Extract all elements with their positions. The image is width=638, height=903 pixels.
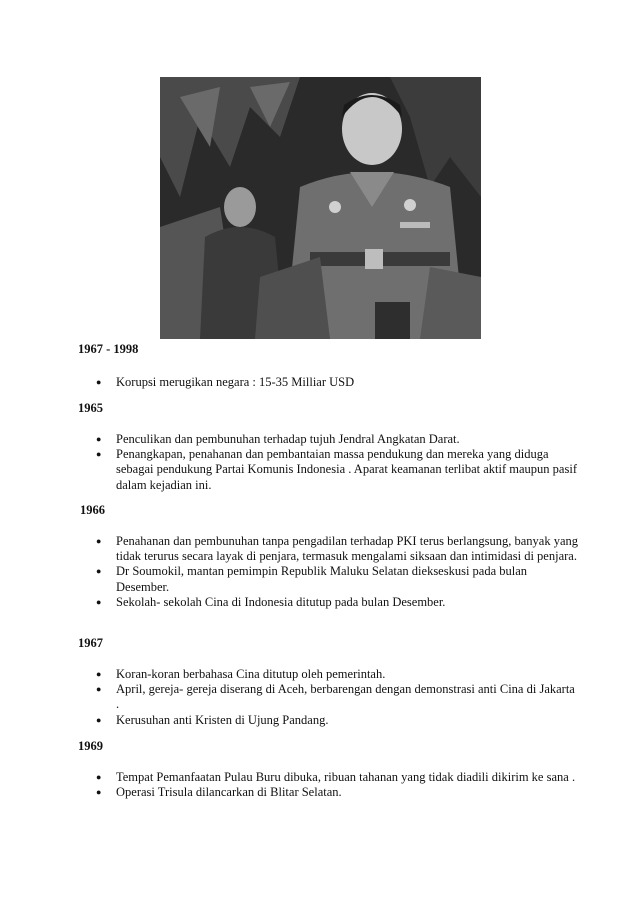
bullet-list — [78, 770, 578, 800]
bullet-list — [78, 375, 578, 390]
bullet-icon: ● — [96, 669, 102, 679]
bullet-icon: ● — [96, 449, 102, 460]
list-item: ● Kerusuhan anti Kristen di Ujung Pandang. — [96, 712, 329, 727]
list-item: ● April, gereja- gereja diserang di Aceh, berbarengan dengan demonstrasi anti Cina di Jakarta . — [96, 682, 575, 712]
list-item: ● Penculikan dan pembunuhan terhadap tujuh Jendral Angkatan Darat. — [96, 432, 460, 446]
section-1965 — [78, 401, 578, 493]
bullet-icon: ● — [96, 714, 102, 725]
section-heading: 1966 — [80, 503, 105, 517]
bullet-icon: ● — [96, 772, 102, 782]
bullet-list — [78, 667, 578, 728]
bullet-icon: ● — [96, 684, 102, 695]
bullet-list — [78, 534, 580, 610]
list-item: ● Operasi Trisula dilancarkan di Blitar Selatan. — [96, 785, 342, 800]
section-heading: 1967 — [78, 636, 103, 650]
list-item: ● Tempat Pemanfaatan Pulau Buru dibuka, ribuan tahanan yang tidak diadili dikirim ke sana . — [96, 770, 576, 784]
portrait-photo — [160, 77, 481, 339]
list-item: ● Koran-koran berbahasa Cina ditutup oleh pemerintah. — [96, 667, 386, 681]
section-1966 — [80, 503, 580, 610]
bullet-icon: ● — [96, 434, 102, 444]
section-1967-1998 — [78, 342, 578, 390]
list-item: ● Sekolah- sekolah Cina di Indonesia ditutup pada bulan Desember. — [96, 594, 446, 609]
bullet-icon: ● — [96, 377, 102, 387]
list-item: ● Dr Soumokil, mantan pemimpin Republik Maluku Selatan diekseskusi pada bulan Desember. — [96, 564, 528, 594]
list-item: ● Korupsi merugikan negara : 15-35 Milliar USD — [96, 375, 355, 389]
bullet-icon: ● — [96, 536, 102, 546]
section-1967 — [78, 636, 578, 728]
section-heading: 1967 - 1998 — [78, 342, 139, 356]
section-heading: 1965 — [78, 401, 103, 415]
list-item: ● Penangkapan, penahanan dan pembantaian massa pendukung dan mereka yang diduga sebagai pendukung Partai Komunis Indonesia . Aparat keamanan terlibat aktif maupun pasif dalam kejadian ini. — [96, 447, 577, 492]
bullet-icon: ● — [96, 596, 102, 607]
section-heading: 1969 — [78, 739, 103, 753]
list-item: ● Penahanan dan pembunuhan tanpa pengadilan terhadap PKI terus berlangsung, banyak yang tidak terurus secara layak di penjara, termasuk mengalami siksaan dan intimidasi di penjara. — [96, 534, 579, 564]
section-1969 — [78, 739, 578, 800]
bullet-icon: ● — [96, 787, 102, 798]
bullet-icon: ● — [96, 566, 102, 577]
bullet-list — [78, 432, 578, 493]
